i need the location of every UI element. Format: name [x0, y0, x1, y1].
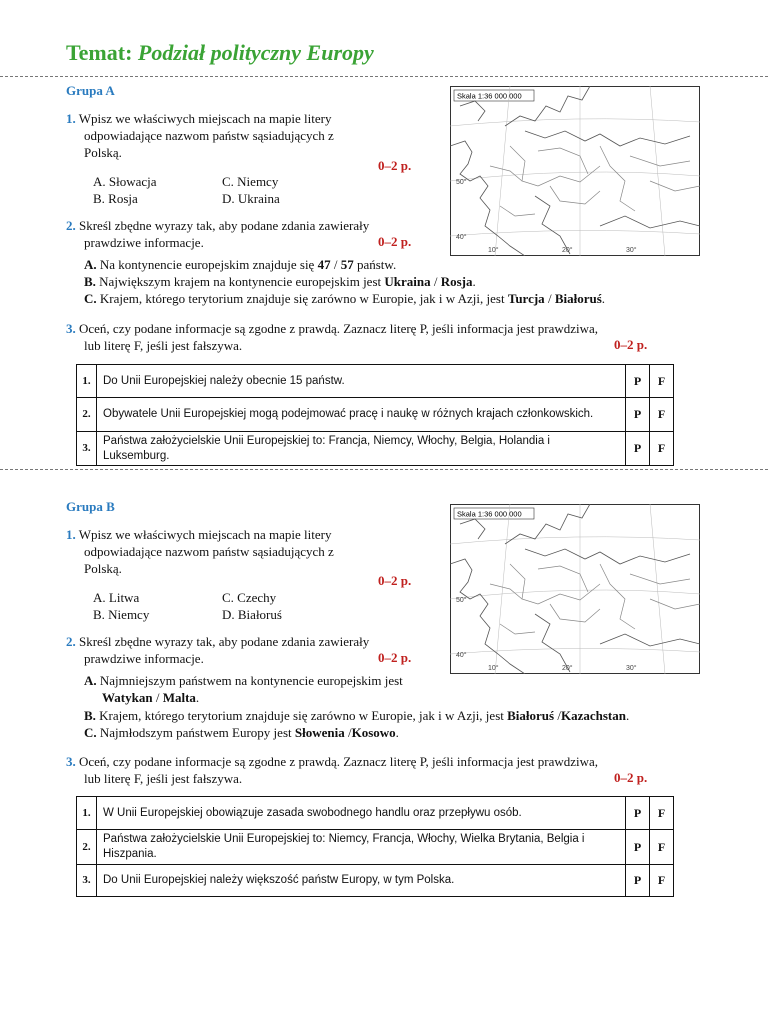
option-word[interactable]: Słowenia — [294, 725, 345, 740]
group-b-q1-option-d: D. Białoruś — [222, 607, 282, 622]
statement-text: Do Unii Europejskiej należy większość państw Europy, w tym Polska. — [97, 865, 626, 897]
group-b-q3-points: 0–2 p. — [614, 770, 648, 785]
group-a-label: Grupa A — [66, 83, 115, 98]
group-a-q3-points: 0–2 p. — [614, 337, 648, 352]
page-title — [66, 40, 374, 66]
group-b-q1-option-b: B. Niemcy — [93, 607, 150, 622]
option-word[interactable]: 57 — [340, 257, 354, 272]
option-word[interactable]: Rosja — [440, 274, 473, 289]
false-option[interactable]: F — [650, 432, 674, 466]
map-scale-label: Skala 1:36 000 000 — [457, 509, 522, 519]
table-row: 2. Obywatele Unii Europejskiej mogą podejmować pracę i naukę w różnych krajach członkowskich. P F — [77, 398, 674, 432]
map-degree-label: 50° — [456, 179, 467, 186]
group-a-q1-option-c: C. Niemcy — [222, 174, 279, 189]
group-b-q2-statement-b: B. Krajem, którego terytorium znajduje się zarówno w Europie, jak i w Azji, jest Białoruś /Kazachstan. — [84, 708, 630, 723]
option-word[interactable]: 47 — [317, 257, 331, 272]
group-b-q1-number: 1. — [66, 527, 76, 542]
group-b-q1-option-a: A. Litwa — [93, 590, 140, 605]
group-b-q3-line1: 3. Oceń, czy podane informacje są zgodne z prawdą. Zaznacz literę P, jeśli informacja jest prawdziwa, — [66, 754, 599, 769]
group-b-q2-number: 2. — [66, 634, 76, 649]
map-degree-label: 20° — [562, 665, 573, 672]
group-a-q1-option-d: D. Ukraina — [222, 191, 280, 206]
title-topic: Podział polityczny Europy — [137, 40, 374, 65]
map-degree-label: 20° — [562, 247, 573, 254]
table-row: 1. Do Unii Europejskiej należy obecnie 15 państw. P F — [77, 365, 674, 398]
map-degree-label: 50° — [456, 597, 467, 604]
table-row: 1. W Unii Europejskiej obowiązuje zasada swobodnego handlu oraz przepływu osób. P F — [77, 797, 674, 830]
group-b-q1-option-c: C. Czechy — [222, 590, 277, 605]
table-row: 3. Państwa założycielskie Unii Europejskiej to: Francja, Niemcy, Włochy, Belgia, Holandia i Luksemburg. P F — [77, 432, 674, 466]
false-option[interactable]: F — [650, 865, 674, 897]
option-word[interactable]: Białoruś — [554, 291, 602, 306]
group-b-q1-line1: 1. Wpisz we właściwych miejscach na mapie litery — [66, 527, 332, 542]
map-degree-label: 40° — [456, 652, 467, 659]
group-a-q2-line1: 2. Skreśl zbędne wyrazy tak, aby podane zdania zawierały — [66, 218, 370, 233]
option-word[interactable]: Kosowo — [351, 725, 396, 740]
true-option[interactable]: P — [626, 830, 650, 865]
group-b-label: Grupa B — [66, 499, 115, 514]
group-a-q1-line1: 1. Wpisz we właściwych miejscach na mapie litery — [66, 111, 332, 126]
true-option[interactable]: P — [626, 365, 650, 398]
group-a-q1-line3: Polską. — [84, 145, 122, 160]
divider-middle — [0, 469, 768, 470]
false-option[interactable]: F — [650, 365, 674, 398]
option-word[interactable]: Turcja — [507, 291, 545, 306]
true-option[interactable]: P — [626, 398, 650, 432]
divider-top — [0, 76, 768, 77]
group-a-q1-line2: odpowiadające nazwom państw sąsiadujących z — [84, 128, 334, 143]
group-b-q3-line2: lub literę F, jeśli jest fałszywa. — [84, 771, 243, 786]
map-scale-label: Skala 1:36 000 000 — [457, 91, 522, 101]
statement-text: Państwa założycielskie Unii Europejskiej to: Niemcy, Francja, Włochy, Wielka Brytania, Belgia i Hiszpania. — [97, 830, 626, 865]
group-a-q2-number: 2. — [66, 218, 76, 233]
statement-text: Państwa założycielskie Unii Europejskiej to: Francja, Niemcy, Włochy, Belgia, Holandia i Luksemburg. — [97, 432, 626, 466]
group-a-q3-line1: 3. Oceń, czy podane informacje są zgodne z prawdą. Zaznacz literę P, jeśli informacja jest prawdziwa, — [66, 321, 599, 336]
group-a-q1-number: 1. — [66, 111, 76, 126]
table-row: 3. Do Unii Europejskiej należy większość państw Europy, w tym Polska. P F — [77, 865, 674, 897]
group-b-q2-line1: 2. Skreśl zbędne wyrazy tak, aby podane zdania zawierały — [66, 634, 370, 649]
group-a-q1-option-b: B. Rosja — [93, 191, 138, 206]
option-word[interactable]: Malta — [162, 690, 196, 705]
title-prefix: Temat: — [66, 40, 133, 65]
map-frame — [451, 505, 700, 674]
map-frame — [451, 87, 700, 256]
group-a-q1-option-a: A. Słowacja — [93, 174, 157, 189]
group-a-europe-map[interactable] — [450, 86, 700, 256]
group-a-q2-statement-a: A. Na kontynencie europejskim znajduje się 47 / 57 państw. — [84, 257, 397, 272]
false-option[interactable]: F — [650, 830, 674, 865]
group-a-q1-points: 0–2 p. — [378, 158, 412, 173]
group-a-q2-statement-c: C. Krajem, którego terytorium znajduje się zarówno w Europie, jak i w Azji, jest Turcja / Białoruś. — [84, 291, 606, 306]
true-option[interactable]: P — [626, 432, 650, 466]
group-a-truefalse-table — [76, 364, 674, 466]
group-a-q2-statement-b: B. Największym krajem na kontynencie europejskim jest Ukraina / Rosja. — [84, 274, 476, 289]
group-a-q3-number: 3. — [66, 321, 76, 336]
false-option[interactable]: F — [650, 797, 674, 830]
group-b-q1-line2: odpowiadające nazwom państw sąsiadujących z — [84, 544, 334, 559]
group-b-q2-statement-a: A. Najmniejszym państwem na kontynencie europejskim jest — [84, 673, 403, 688]
map-degree-label: 10° — [488, 665, 499, 672]
group-b-truefalse-table — [76, 796, 674, 897]
group-b-europe-map[interactable] — [450, 504, 700, 674]
statement-text: W Unii Europejskiej obowiązuje zasada swobodnego handlu oraz przepływu osób. — [97, 797, 626, 830]
group-a-q3-line2: lub literę F, jeśli jest fałszywa. — [84, 338, 243, 353]
group-b-q3-number: 3. — [66, 754, 76, 769]
group-b-q2-line2: prawdziwe informacje. — [84, 651, 204, 666]
group-b-q2-statement-a-options: Watykan / Malta. — [102, 690, 200, 705]
group-a-q2-line2: prawdziwe informacje. — [84, 235, 204, 250]
map-degree-label: 30° — [626, 665, 637, 672]
map-degree-label: 10° — [488, 247, 499, 254]
map-degree-label: 40° — [456, 234, 467, 241]
group-b-q2-points: 0–2 p. — [378, 650, 412, 665]
option-word[interactable]: Białoruś — [507, 708, 555, 723]
group-b-q1-points: 0–2 p. — [378, 573, 412, 588]
statement-text: Obywatele Unii Europejskiej mogą podejmować pracę i naukę w różnych krajach członkowskich. — [97, 398, 626, 432]
statement-text: Do Unii Europejskiej należy obecnie 15 państw. — [97, 365, 626, 398]
group-a-q2-points: 0–2 p. — [378, 234, 412, 249]
table-row: 2. Państwa założycielskie Unii Europejskiej to: Niemcy, Francja, Włochy, Wielka Brytania, Belgia i Hiszpania. P F — [77, 830, 674, 865]
true-option[interactable]: P — [626, 797, 650, 830]
map-degree-label: 30° — [626, 247, 637, 254]
option-word[interactable]: Watykan — [102, 690, 153, 705]
true-option[interactable]: P — [626, 865, 650, 897]
false-option[interactable]: F — [650, 398, 674, 432]
option-word[interactable]: Kazachstan — [560, 708, 626, 723]
group-b-q1-line3: Polską. — [84, 561, 122, 576]
group-b-q2-statement-c: C. Najmłodszym państwem Europy jest Słowenia /Kosowo. — [84, 725, 399, 740]
option-word[interactable]: Ukraina — [384, 274, 431, 289]
